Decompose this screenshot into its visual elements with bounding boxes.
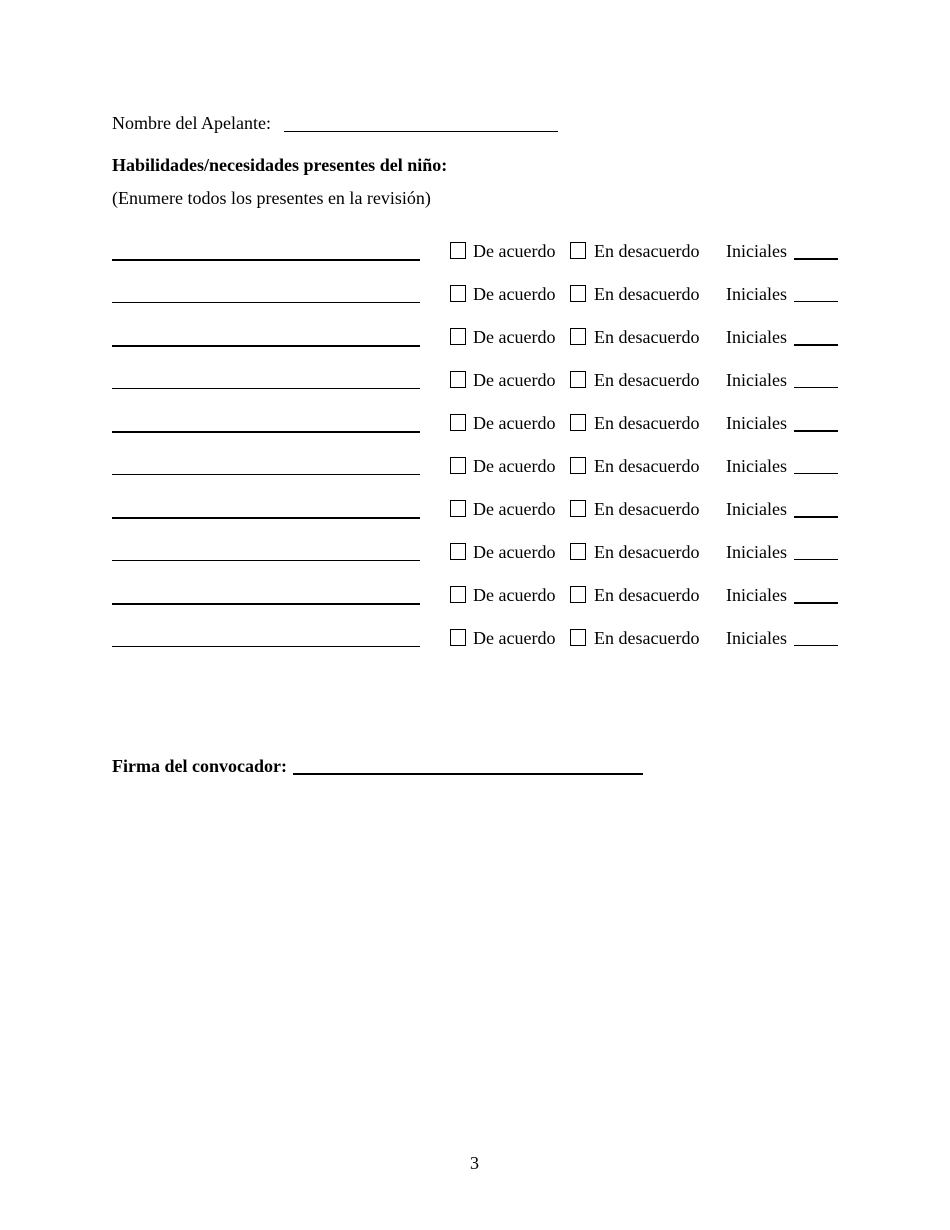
list-item (0, 628, 950, 658)
agree-label: De acuerdo (473, 284, 556, 304)
list-item (0, 456, 950, 486)
initials-label: Iniciales (726, 327, 787, 347)
disagree-checkbox[interactable] (570, 457, 586, 474)
initials-field[interactable] (794, 559, 838, 560)
agree-label: De acuerdo (473, 456, 556, 476)
item-entry-field[interactable] (112, 560, 420, 561)
initials-label: Iniciales (726, 241, 787, 261)
disagree-checkbox[interactable] (570, 285, 586, 302)
list-item (0, 585, 950, 615)
disagree-label: En desacuerdo (594, 284, 700, 304)
initials-field[interactable] (794, 602, 838, 604)
initials-label: Iniciales (726, 542, 787, 562)
disagree-checkbox[interactable] (570, 242, 586, 259)
initials-label: Iniciales (726, 628, 787, 648)
item-entry-field[interactable] (112, 431, 420, 433)
list-item (0, 241, 950, 271)
agree-label: De acuerdo (473, 628, 556, 648)
section-instructions: (Enumere todos los presentes en la revisión) (112, 188, 431, 208)
agree-checkbox[interactable] (450, 414, 466, 431)
disagree-label: En desacuerdo (594, 628, 700, 648)
agree-checkbox[interactable] (450, 543, 466, 560)
page-number: 3 (470, 1153, 479, 1173)
disagree-label: En desacuerdo (594, 241, 700, 261)
initials-field[interactable] (794, 516, 838, 518)
disagree-label: En desacuerdo (594, 370, 700, 390)
disagree-checkbox[interactable] (570, 543, 586, 560)
disagree-checkbox[interactable] (570, 500, 586, 517)
item-entry-field[interactable] (112, 388, 420, 389)
initials-field[interactable] (794, 430, 838, 432)
disagree-label: En desacuerdo (594, 585, 700, 605)
initials-label: Iniciales (726, 413, 787, 433)
signature-field[interactable] (293, 773, 643, 775)
initials-field[interactable] (794, 344, 838, 346)
item-entry-field[interactable] (112, 646, 420, 647)
list-item (0, 327, 950, 357)
list-item (0, 413, 950, 443)
agree-label: De acuerdo (473, 327, 556, 347)
disagree-label: En desacuerdo (594, 327, 700, 347)
appellant-name-field[interactable] (284, 131, 558, 132)
initials-label: Iniciales (726, 499, 787, 519)
agree-checkbox[interactable] (450, 371, 466, 388)
agree-checkbox[interactable] (450, 586, 466, 603)
disagree-label: En desacuerdo (594, 542, 700, 562)
agree-label: De acuerdo (473, 413, 556, 433)
disagree-label: En desacuerdo (594, 499, 700, 519)
initials-label: Iniciales (726, 456, 787, 476)
section-title: Habilidades/necesidades presentes del niño: (112, 155, 448, 175)
agree-label: De acuerdo (473, 241, 556, 261)
disagree-checkbox[interactable] (570, 328, 586, 345)
initials-field[interactable] (794, 301, 838, 302)
appellant-name-label: Nombre del Apelante: (112, 113, 271, 133)
item-entry-field[interactable] (112, 302, 420, 303)
initials-field[interactable] (794, 645, 838, 646)
list-item (0, 370, 950, 400)
initials-label: Iniciales (726, 284, 787, 304)
initials-label: Iniciales (726, 585, 787, 605)
agree-checkbox[interactable] (450, 500, 466, 517)
item-entry-field[interactable] (112, 603, 420, 605)
disagree-checkbox[interactable] (570, 371, 586, 388)
disagree-checkbox[interactable] (570, 414, 586, 431)
agree-label: De acuerdo (473, 585, 556, 605)
item-entry-field[interactable] (112, 474, 420, 475)
disagree-checkbox[interactable] (570, 629, 586, 646)
item-entry-field[interactable] (112, 345, 420, 347)
agree-checkbox[interactable] (450, 242, 466, 259)
item-entry-field[interactable] (112, 517, 420, 519)
initials-label: Iniciales (726, 370, 787, 390)
list-item (0, 499, 950, 529)
agree-checkbox[interactable] (450, 285, 466, 302)
list-item (0, 284, 950, 314)
disagree-checkbox[interactable] (570, 586, 586, 603)
list-item (0, 542, 950, 572)
agree-checkbox[interactable] (450, 328, 466, 345)
item-entry-field[interactable] (112, 259, 420, 261)
disagree-label: En desacuerdo (594, 413, 700, 433)
disagree-label: En desacuerdo (594, 456, 700, 476)
agree-label: De acuerdo (473, 370, 556, 390)
agree-label: De acuerdo (473, 499, 556, 519)
agree-label: De acuerdo (473, 542, 556, 562)
agree-checkbox[interactable] (450, 629, 466, 646)
initials-field[interactable] (794, 387, 838, 388)
initials-field[interactable] (794, 473, 838, 474)
agree-checkbox[interactable] (450, 457, 466, 474)
initials-field[interactable] (794, 258, 838, 260)
signature-label: Firma del convocador: (112, 756, 287, 776)
